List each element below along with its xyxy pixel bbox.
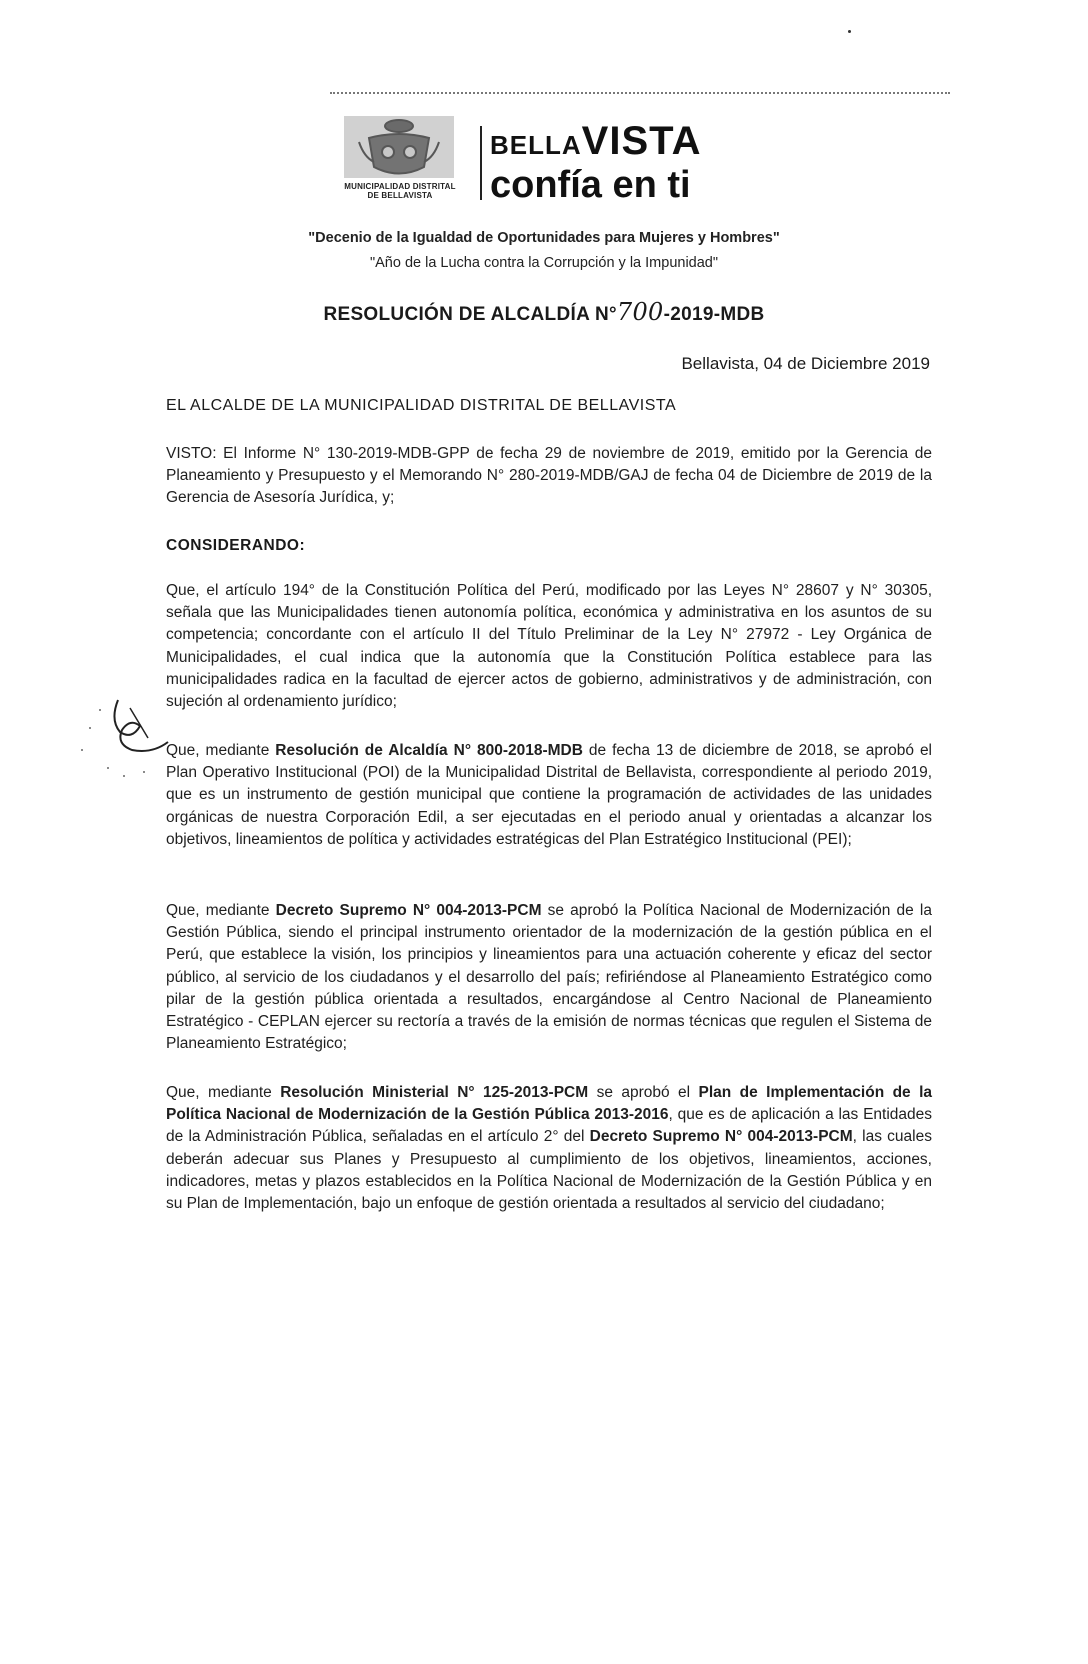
coat-of-arms-icon <box>324 112 474 208</box>
considerando-paragraph-1: Que, el artículo 194° de la Constitución Política del Perú, modificado por las Leyes N° 28607 y N° 30305, señala que las Municipalidades tienen autonomía política, económica y administrativa en los asuntos de su competencia; concordante con el artículo II del Título Preliminar de la Ley N° 27972 - Ley Orgánica de Municipalidades, el cual indica que la autonomía que la Constitución Política establece para las municipalidades radica en la facultad de ejercer actos de gobierno, administrativos y de administración, con sujeción al ordenamiento jurídico; <box>166 582 932 711</box>
resolution-title <box>0 298 1088 326</box>
p4-text-a: Que, mediante <box>166 1084 281 1101</box>
handwritten-initials-signature <box>60 680 190 790</box>
municipality-logo <box>324 112 754 208</box>
considerando-paragraph-3 <box>166 900 932 1055</box>
p4-bold-reference-1: Resolución Ministerial N° 125-2013-PCM <box>280 1084 589 1101</box>
p3-text-a: Que, mediante <box>166 902 276 919</box>
title-prefix: RESOLUCIÓN DE ALCALDÍA N° <box>323 304 617 325</box>
logo-divider <box>480 126 482 200</box>
motto-decade: "Decenio de la Igualdad de Oportunidades para Mujeres y Hombres" <box>308 230 780 246</box>
p4-bold-reference-2: Decreto Supremo N° 004-2013-PCM <box>589 1128 853 1146</box>
p2-bold-reference: Resolución de Alcaldía N° 800-2018-MDB <box>275 742 583 759</box>
municipality-label-line2: DE BELLAVISTA <box>367 191 433 200</box>
p4-bold-plan: Plan de Implementación de la Política Nacional de Modernización de la Gestión Pública 2013-2016 <box>166 1084 933 1124</box>
brand-text <box>490 120 760 204</box>
considerando-paragraph-4 <box>166 1082 932 1215</box>
visto-paragraph: VISTO: El Informe N° 130-2019-MDB-GPP de fecha 29 de noviembre de 2019, emitido por la Gerencia de Planeamiento y Presupuesto y el Memorando N° 280-2019-MDB/GAJ de fecha 04 de Diciembre de 2019 de la Gerencia de Asesoría Jurídica, y; <box>166 445 932 507</box>
p2-text-c: de fecha 13 de diciembre de 2018, se aprobó el Plan Operativo Institucional (POI) de la Municipalidad Distrital de Bellavista, correspondiente al periodo 2019, que es un instrumento de gestión municipal que contiene la programación de actividades de las unidades orgánicas de nuestra Corporación Edil, a ser ejecutadas en el periodo anual y orientadas a alcanzar los objetivos, lineamientos de política y actividades estratégicas del Plan Estratégico Institucional (PEI); <box>166 742 933 848</box>
brand-tagline: confía en ti <box>490 164 691 206</box>
p4-text-g: , las cuales deberán adecuar sus Planes y Presupuesto al cumplimiento de los objetivos, lineamientos, acciones, indicadores, metas y plazos establecidos en la Política Nacional de Modernización de la Gestión Pública y en su Plan de Implementación, bajo un enfoque de gestión orientada a resultados al servicio del ciudadano; <box>166 1128 932 1213</box>
considerando-paragraph-2 <box>166 740 932 851</box>
p4-text-c: se aprobó el <box>588 1084 699 1101</box>
title-suffix: -2019-MDB <box>663 304 765 325</box>
addressee-heading: EL ALCALDE DE LA MUNICIPALIDAD DISTRITAL DE BELLAVISTA <box>166 397 677 414</box>
brand-top-small: BELLA <box>490 130 582 160</box>
scan-speck <box>848 30 851 33</box>
header-dotted-line <box>330 92 950 94</box>
document-date: Bellavista, 04 de Diciembre 2019 <box>681 354 930 373</box>
brand-top-big: VISTA <box>581 119 702 163</box>
p3-bold-reference: Decreto Supremo N° 004-2013-PCM <box>275 902 542 919</box>
municipality-label-line1: MUNICIPALIDAD DISTRITAL <box>344 182 456 191</box>
considerando-heading: CONSIDERANDO: <box>166 537 306 554</box>
motto-year: "Año de la Lucha contra la Corrupción y la Impunidad" <box>369 255 719 271</box>
p4-text-e: , que es de aplicación a las Entidades de la Administración Pública, señaladas en el artículo 2° del <box>166 1106 933 1146</box>
p3-text-c: se aprobó la Política Nacional de Modernización de la Gestión Pública, siendo el principal instrumento orientador de la modernización de la gestión pública en el Perú, que establece la visión, los principios y lineamientos para una actuación coherente y eficaz del sector público, al servicio de los ciudadanos y el desarrollo del país; refiriéndose al Planeamiento Estratégico como pilar de la gestión pública orientada a resultados, encargándose al Centro Nacional de Planeamiento Estratégico - CEPLAN ejercer su rectoría a través de la emisión de normas técnicas que regulen el Sistema de Planeamiento Estratégico; <box>166 902 932 1053</box>
p2-text-a: Que, mediante <box>166 742 276 759</box>
title-handwritten-number: 700 <box>616 298 664 326</box>
